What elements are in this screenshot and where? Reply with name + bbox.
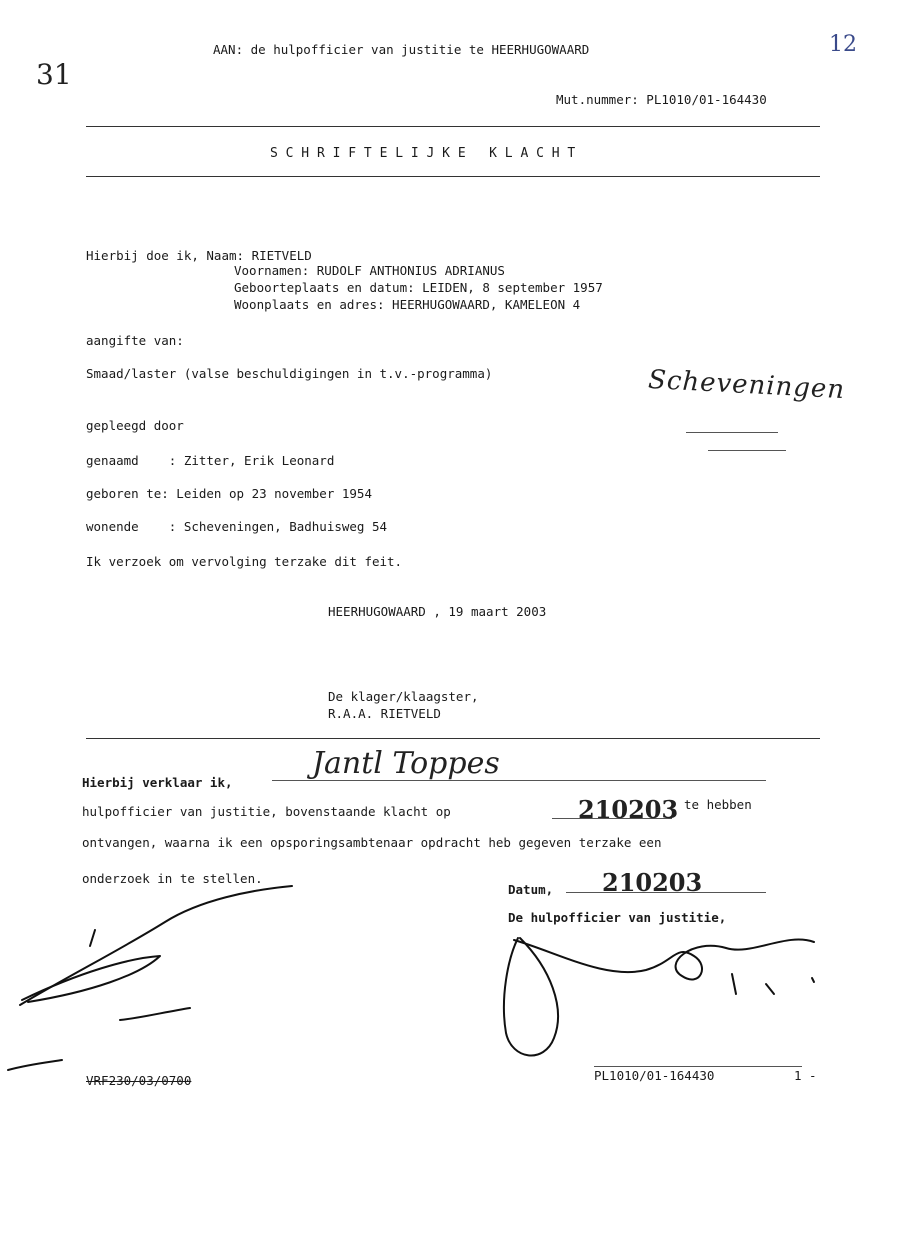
margin-note: Scheveningen <box>647 364 846 406</box>
left-signature <box>0 880 320 1080</box>
complainant-signature-name: R.A.A. RIETVELD <box>328 706 441 721</box>
declaration-rule <box>86 738 820 739</box>
margin-note-stroke-1 <box>686 432 778 433</box>
suspect-name: genaamd : Zitter, Erik Leonard <box>86 453 335 468</box>
mutation-number: Mut.nummer: PL1010/01-164430 <box>556 92 767 107</box>
officer-name-handwritten: Jantl Toppes <box>312 746 500 781</box>
page-marker-left: 31 <box>36 58 72 91</box>
complainant-role: De klager/klaagster, <box>328 689 479 704</box>
declaration-line4: onderzoek in te stellen. <box>82 871 263 886</box>
footer-reference-rule <box>594 1066 802 1067</box>
place-date: HEERHUGOWAARD , 19 maart 2003 <box>328 604 547 619</box>
suspect-born: geboren te: Leiden op 23 november 1954 <box>86 486 372 501</box>
page-number: 1 - <box>794 1068 817 1083</box>
declaration-line3: ontvangen, waarna ik een opsporingsambtenaar opdracht heb gegeven terzake een <box>82 835 662 850</box>
footer-reference: PL1010/01-164430 <box>594 1068 715 1083</box>
complainant-name: Hierbij doe ik, Naam: RIETVELD <box>86 248 312 263</box>
declaration-line2-suffix: te hebben <box>684 797 752 812</box>
date-label: Datum, <box>508 882 554 897</box>
complainant-birth: Geboorteplaats en datum: LEIDEN, 8 september 1957 <box>234 280 603 295</box>
addressee-line: AAN: de hulpofficier van justitie te HEERHUGOWAARD <box>213 42 590 57</box>
title-rule-top <box>86 126 820 127</box>
document-title: S C H R I F T E L I J K E K L A C H T <box>270 146 576 161</box>
prosecution-request: Ik verzoek om vervolging terzake dit feit. <box>86 554 403 569</box>
report-label: aangifte van: <box>86 333 184 348</box>
declaration-line2: hulpofficier van justitie, bovenstaande klacht op <box>82 804 451 819</box>
form-code: VRF230/03/0700 <box>86 1073 192 1088</box>
page-marker-right: 12 <box>829 32 857 57</box>
offense: Smaad/laster (valse beschuldigingen in t.v.-programma) <box>86 366 493 381</box>
title-rule-bottom <box>86 176 820 177</box>
date-handwritten: 210203 <box>602 868 703 897</box>
officer-role: De hulpofficier van justitie, <box>508 910 727 925</box>
suspect-residence: wonende : Scheveningen, Badhuisweg 54 <box>86 519 388 534</box>
complainant-residence: Woonplaats en adres: HEERHUGOWAARD, KAMELEON 4 <box>234 297 581 312</box>
complainant-first-names: Voornamen: RUDOLF ANTHONIUS ADRIANUS <box>234 263 505 278</box>
margin-note-stroke-2 <box>708 450 786 451</box>
received-date-handwritten: 210203 <box>578 795 679 824</box>
declaration-line1: Hierbij verklaar ik, <box>82 775 233 790</box>
right-signature <box>496 928 836 1068</box>
committed-by: gepleegd door <box>86 418 184 433</box>
